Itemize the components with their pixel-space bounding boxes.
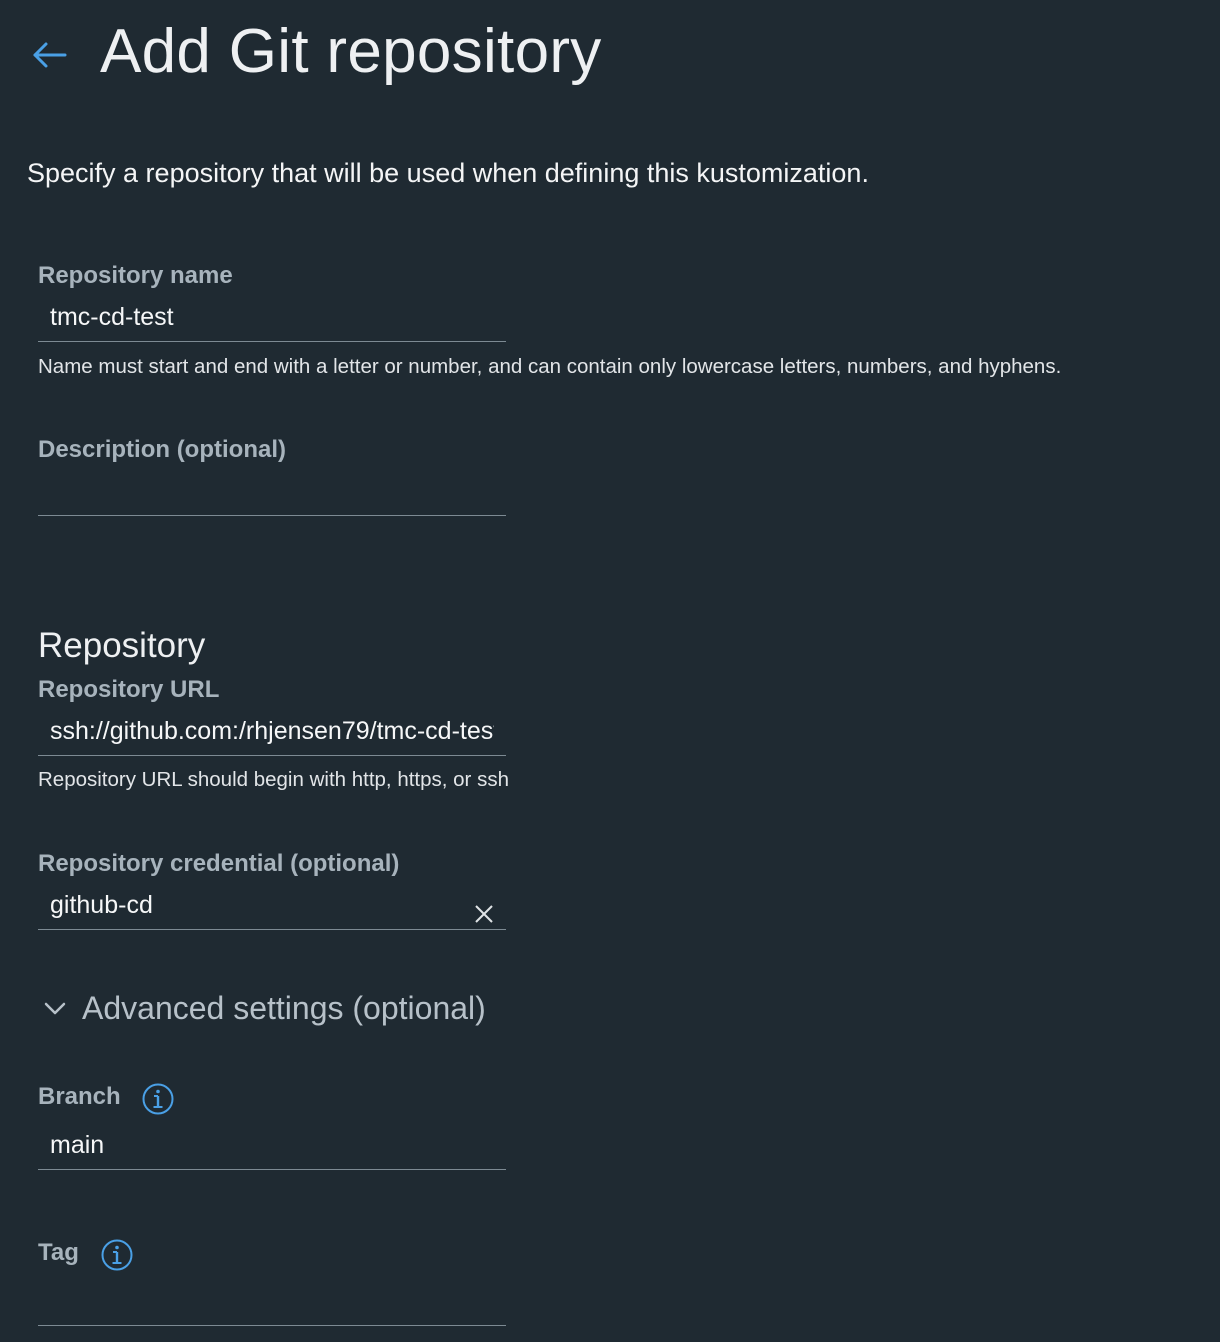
- repository-url-input[interactable]: [38, 708, 506, 756]
- arrow-left-icon[interactable]: [30, 36, 68, 74]
- info-circle-icon[interactable]: [100, 1238, 134, 1272]
- branch-label: Branch: [38, 1083, 121, 1110]
- repository-credential-input[interactable]: [38, 882, 506, 930]
- branch-input[interactable]: [38, 1122, 506, 1170]
- chevron-down-icon: [40, 993, 70, 1023]
- repository-url-label: Repository URL: [38, 676, 220, 703]
- advanced-settings-toggle[interactable]: [38, 986, 486, 1030]
- intro-text: Specify a repository that will be used when defining this kustomization.: [27, 158, 869, 188]
- repository-name-input[interactable]: [38, 294, 506, 342]
- repository-section-title: Repository: [38, 626, 206, 665]
- repository-name-helper: Name must start and end with a letter or number, and can contain only lowercase letters, numbers, and hyphens.: [38, 355, 1062, 378]
- description-label: Description (optional): [38, 436, 286, 463]
- advanced-settings-label: Advanced settings (optional): [82, 989, 486, 1026]
- tag-label: Tag: [38, 1239, 79, 1266]
- repository-credential-label: Repository credential (optional): [38, 850, 400, 877]
- repository-name-label: Repository name: [38, 262, 233, 289]
- repository-url-helper: Repository URL should begin with http, https, or ssh: [38, 768, 509, 791]
- tag-input[interactable]: [38, 1278, 506, 1326]
- info-circle-icon[interactable]: [141, 1082, 175, 1116]
- close-icon[interactable]: [472, 902, 496, 926]
- description-input[interactable]: [38, 468, 506, 516]
- page-title: Add Git repository: [100, 17, 602, 86]
